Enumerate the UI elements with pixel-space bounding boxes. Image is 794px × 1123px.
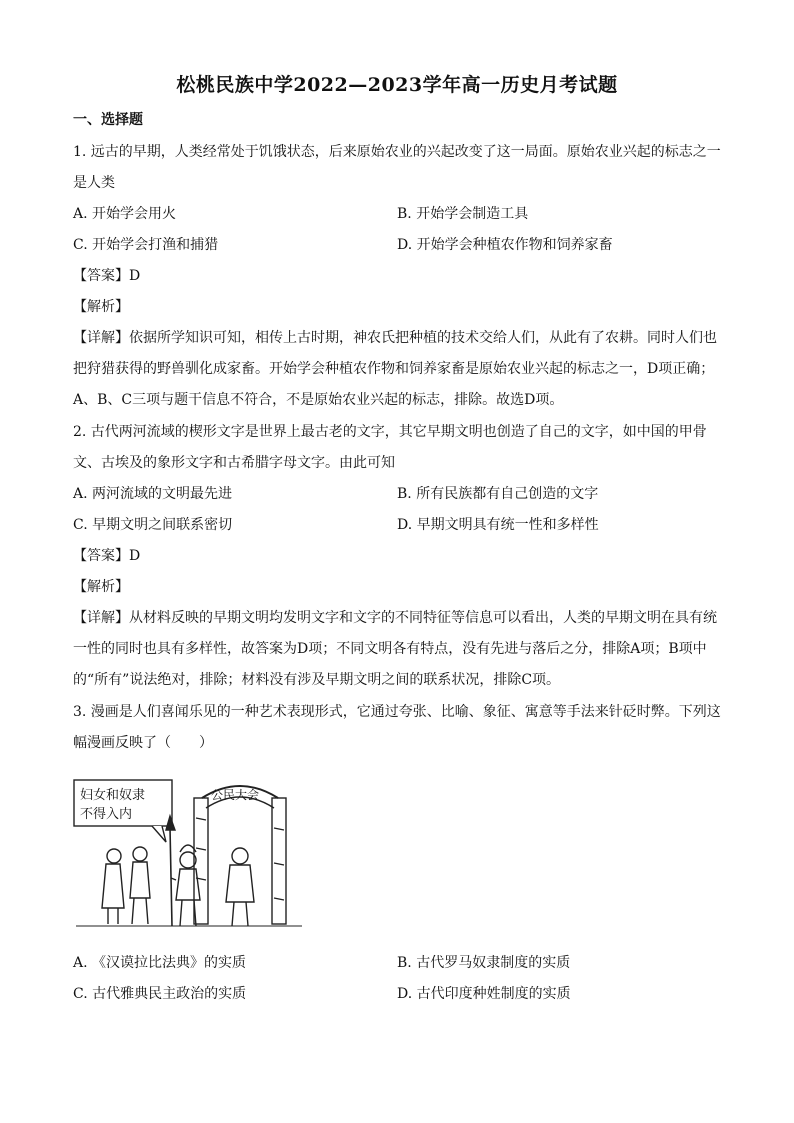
speech-tail (152, 826, 166, 842)
question-2-option-d: D. 早期文明具有统一性和多样性 (397, 517, 599, 533)
question-3-option-a: A. 《汉谟拉比法典》的实质 (73, 955, 247, 971)
speech-text-line-2: 不得入内 (80, 807, 133, 822)
spear-shaft (170, 828, 172, 926)
question-1-option-d: D. 开始学会种植农作物和饲养家畜 (397, 237, 613, 253)
question-1-stem-line-2: 是人类 (73, 175, 115, 191)
cartoon-illustration (72, 768, 306, 932)
citizen-body (226, 865, 254, 902)
arch-sign-text: 公民大会 (211, 788, 260, 802)
figure-slave-legs (132, 898, 148, 924)
citizen-head (232, 848, 248, 864)
question-2-stem-line-2: 文、古埃及的象形文字和古希腊字母文字。由此可知 (73, 455, 395, 471)
question-2-analysis-label: 【解析】 (73, 579, 129, 595)
question-1-option-c: C. 开始学会打渔和捕猎 (73, 237, 219, 253)
guard-body (176, 869, 200, 900)
figure-slave-head (133, 847, 147, 861)
question-3-stem-line-2: 幅漫画反映了（ ） (73, 735, 213, 751)
question-2-option-c: C. 早期文明之间联系密切 (73, 517, 233, 533)
figure-woman-head (107, 849, 121, 863)
question-1-detail-line-2: 把狩猎获得的野兽驯化成家畜。开始学会种植农作物和饲养家畜是原始农业兴起的标志之一，D项正确； (73, 361, 715, 377)
pillar-texture (196, 818, 284, 900)
question-2-detail-line-2: 一性的同时也具有多样性，故答案为D项；不同文明各有特点，没有先进与落后之分，排除A项；B项中 (73, 641, 707, 657)
question-3-stem-line-1: 3. 漫画是人们喜闻乐见的一种艺术表现形式，它通过夸张、比喻、象征、寓意等手法来针砭时弊。下列这 (73, 704, 721, 720)
question-2-detail-line-1: 【详解】从材料反映的早期文明均发明文字和文字的不同特征等信息可以看出，人类的早期文明在具有统 (73, 610, 717, 626)
question-1-detail-line-3: A、B、C三项与题干信息不符合，不是原始农业兴起的标志，排除。故选D项。 (73, 392, 564, 408)
question-2-option-b: B. 所有民族都有自己创造的文字 (397, 486, 599, 502)
speech-text-line-1: 妇女和奴隶 (80, 788, 146, 803)
question-1-stem-line-1: 1. 远古的早期，人类经常处于饥饿状态，后来原始农业的兴起改变了这一局面。原始农业兴起的标志之一 (73, 144, 721, 160)
question-2-detail-line-3: 的“所有”说法绝对，排除；材料没有涉及早期文明之间的联系状况，排除C项。 (73, 672, 561, 688)
right-pillar (272, 798, 286, 924)
question-3-option-c: C. 古代雅典民主政治的实质 (73, 986, 247, 1002)
figure-slave-body (130, 862, 150, 898)
figure-woman-legs (108, 908, 118, 924)
page-title: 松桃民族中学2022—2023学年高一历史月考试题 (176, 74, 618, 96)
question-3-option-d: D. 古代印度种姓制度的实质 (397, 986, 571, 1002)
citizen-legs (232, 902, 248, 926)
question-1-analysis-label: 【解析】 (73, 299, 129, 315)
question-1-detail-line-1: 【详解】依据所学知识可知，相传上古时期，神农氏把种植的技术交给人们，从此有了农耕。同时人们也 (73, 330, 717, 346)
question-1-answer: 【答案】D (73, 268, 141, 284)
question-2-stem-line-1: 2. 古代两河流域的楔形文字是世界上最古老的文字，其它早期文明也创造了自己的文字，如中国的甲骨 (73, 424, 707, 440)
question-1-option-b: B. 开始学会制造工具 (397, 206, 529, 222)
question-1-option-a: A. 开始学会用火 (73, 206, 177, 222)
question-2-answer: 【答案】D (73, 548, 141, 564)
section-heading: 一、选择题 (73, 112, 143, 128)
question-2-option-a: A. 两河流域的文明最先进 (73, 486, 233, 502)
question-3-option-b: B. 古代罗马奴隶制度的实质 (397, 955, 571, 971)
figure-woman-body (102, 864, 124, 908)
